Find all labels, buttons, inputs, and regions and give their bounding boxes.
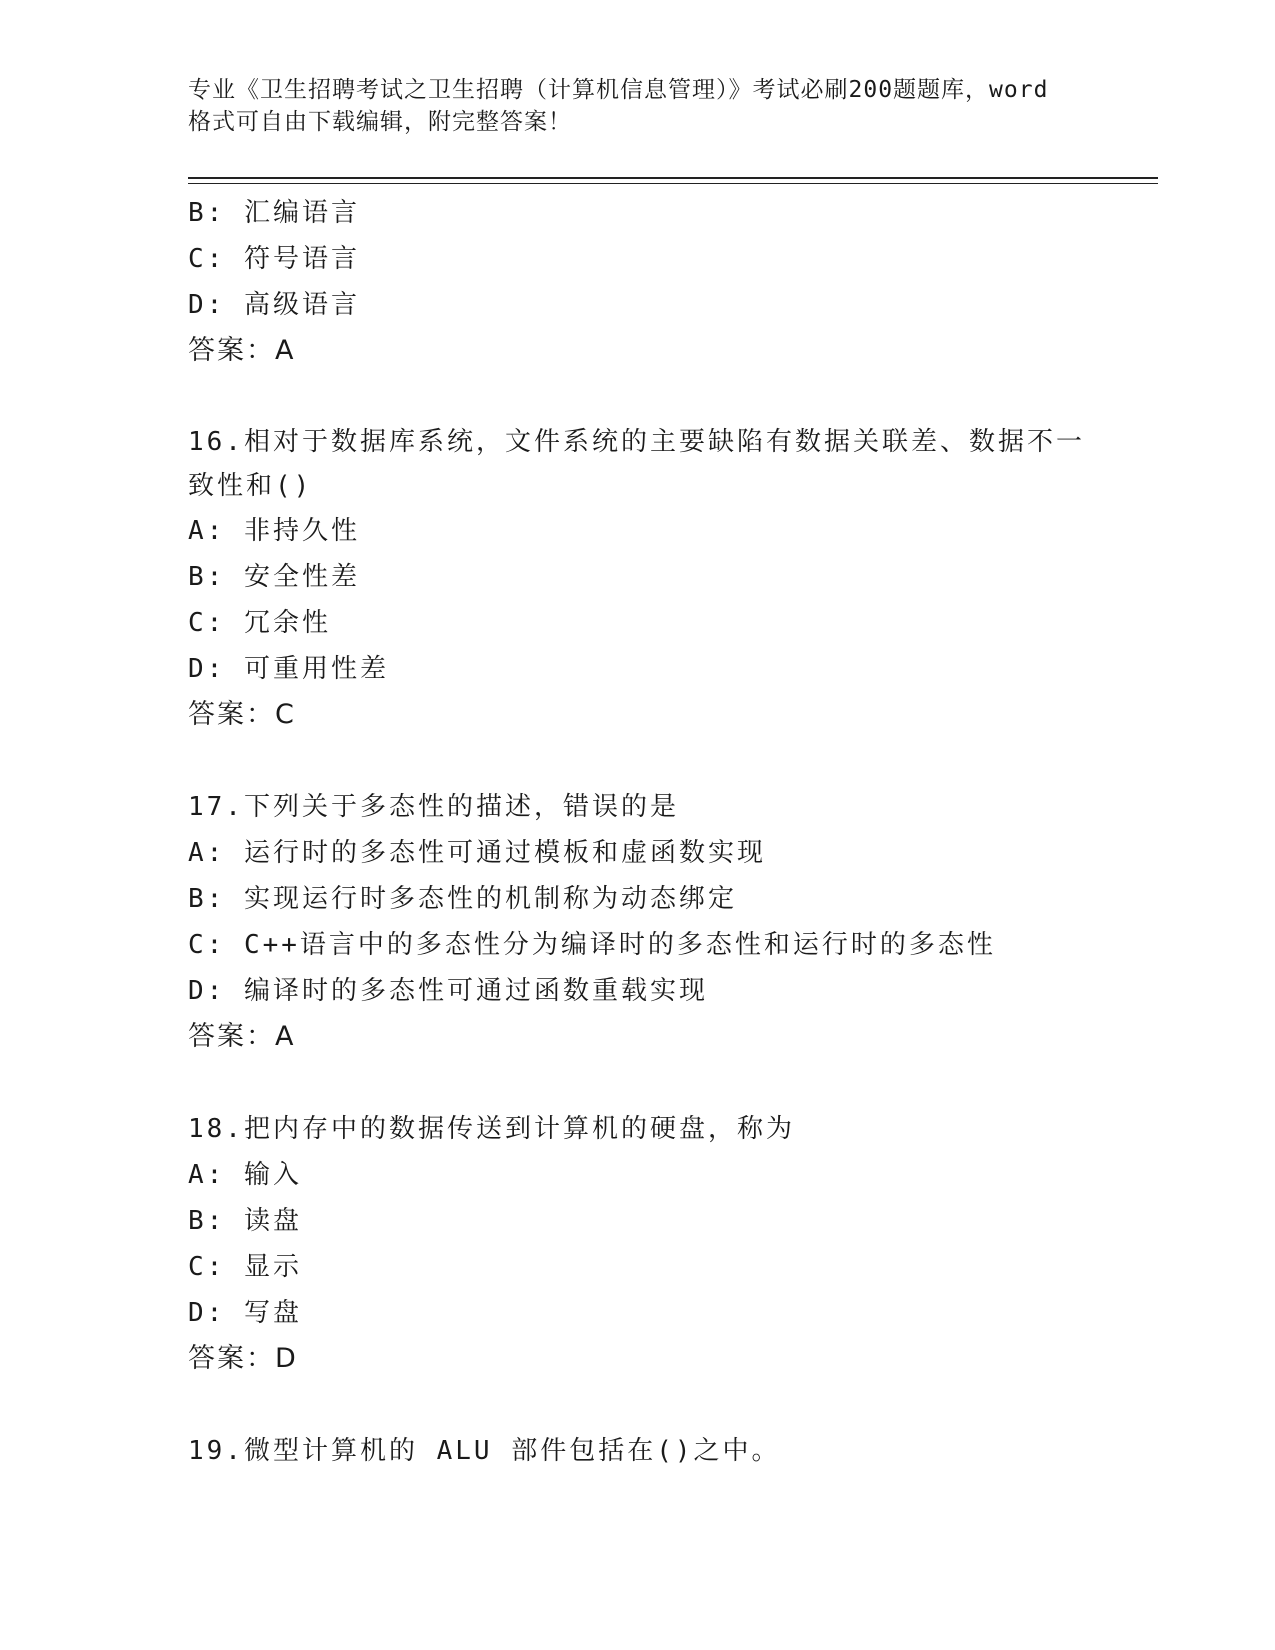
option-c: C: 符号语言 [188, 244, 360, 274]
question-stem: 18.把内存中的数据传送到计算机的硬盘，称为 [188, 1114, 795, 1144]
spacer [188, 1060, 1158, 1106]
spacer [188, 1382, 1158, 1428]
question-stem-continued: 致性和() [188, 471, 313, 501]
option-a: A: 运行时的多态性可通过模板和虚函数实现 [188, 838, 766, 868]
option-b: B: 安全性差 [188, 562, 360, 592]
spacer [188, 738, 1158, 784]
question-block-18 [188, 1106, 1158, 1382]
option-b: B: 实现运行时多态性的机制称为动态绑定 [188, 884, 737, 914]
answer-text: 答案：C [188, 699, 296, 730]
question-block-15 [188, 190, 1158, 374]
question-stem: 17.下列关于多态性的描述，错误的是 [188, 792, 679, 822]
option-d: D: 可重用性差 [188, 654, 389, 684]
header-line-1: 专业《卫生招聘考试之卫生招聘（计算机信息管理）》考试必刷200题题库，word [188, 77, 1049, 103]
option-b: B: 读盘 [188, 1206, 302, 1236]
answer-text: 答案：D [188, 1343, 298, 1374]
question-block-16 [188, 420, 1158, 738]
header-divider-thick [188, 177, 1158, 179]
option-d: D: 编译时的多态性可通过函数重载实现 [188, 976, 708, 1006]
answer-text: 答案：A [188, 335, 296, 366]
option-a: A: 非持久性 [188, 516, 360, 546]
answer-text: 答案：A [188, 1021, 296, 1052]
document-header [188, 74, 1088, 138]
question-stem: 19.微型计算机的 ALU 部件包括在()之中。 [188, 1436, 781, 1466]
question-block-19 [188, 1428, 1158, 1474]
header-line-2: 格式可自由下载编辑，附完整答案！ [188, 109, 572, 135]
option-d: D: 写盘 [188, 1298, 302, 1328]
option-c: C: 显示 [188, 1252, 302, 1282]
question-list [188, 190, 1158, 1474]
option-a: A: 输入 [188, 1160, 302, 1190]
question-stem: 16.相对于数据库系统，文件系统的主要缺陷有数据关联差、数据不一 [188, 427, 1085, 457]
option-c: C: 冗余性 [188, 608, 331, 638]
header-divider-thin [188, 183, 1158, 184]
option-b: B: 汇编语言 [188, 198, 360, 228]
option-c: C: C++语言中的多态性分为编译时的多态性和运行时的多态性 [188, 930, 996, 960]
spacer [188, 374, 1158, 420]
option-d: D: 高级语言 [188, 290, 360, 320]
question-block-17 [188, 784, 1158, 1060]
